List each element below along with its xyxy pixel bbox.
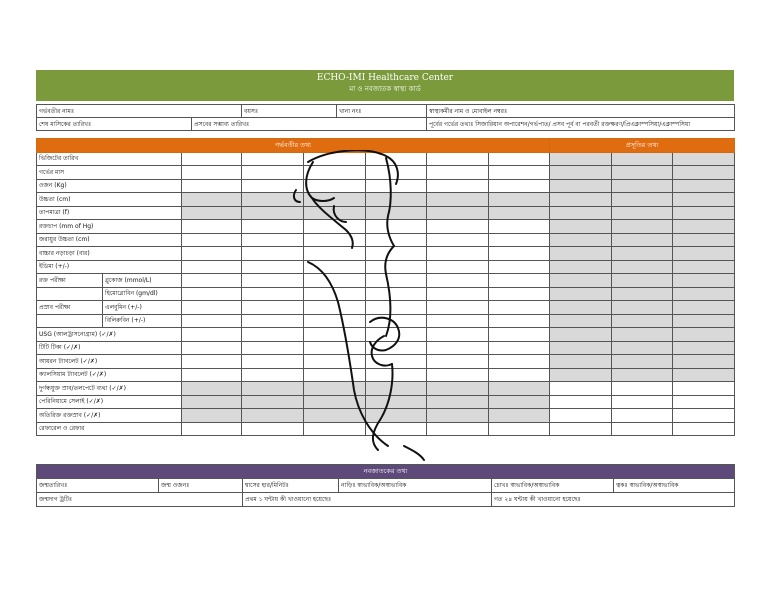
pregnancy-visit-cell[interactable]: [242, 206, 304, 220]
table-row: [37, 355, 735, 369]
pregnancy-visit-cell[interactable]: [427, 287, 489, 301]
pregnancy-visit-cell[interactable]: [489, 382, 550, 396]
pregnancy-visit-cell[interactable]: [366, 274, 427, 288]
mother-name-field[interactable]: গর্ভবতীর নামঃ: [37, 105, 242, 118]
pregnancy-visit-cell[interactable]: [427, 247, 489, 261]
pregnancy-visit-cell[interactable]: [304, 368, 366, 382]
postnatal-visit-cell[interactable]: [550, 301, 612, 315]
table-row: [37, 193, 735, 207]
house-no-field[interactable]: খানা নংঃ: [337, 105, 427, 118]
pregnancy-visit-cell[interactable]: [182, 355, 242, 369]
pregnancy-visit-cell[interactable]: [427, 152, 489, 166]
table-row: [37, 152, 735, 166]
pregnancy-visit-cell[interactable]: [304, 179, 366, 193]
table-row: [37, 247, 735, 261]
postnatal-info-header: প্রসূতির তথ্য: [550, 139, 735, 153]
postnatal-visit-cell[interactable]: [612, 355, 673, 369]
postnatal-visit-cell[interactable]: [673, 220, 735, 234]
row-sublabel: বিলিরুবিন (+/-): [103, 314, 182, 328]
pregnancy-visit-cell[interactable]: [304, 355, 366, 369]
pregnancy-visit-cell[interactable]: [366, 287, 427, 301]
pregnancy-visit-cell[interactable]: [366, 409, 427, 423]
row-sublabel: হিমোগ্লোবিন (gm/dl): [103, 287, 182, 301]
table-row: [37, 220, 735, 234]
pregnancy-visit-cell[interactable]: [489, 220, 550, 234]
pregnancy-visit-cell[interactable]: [427, 409, 489, 423]
pregnancy-visit-cell[interactable]: [304, 328, 366, 342]
pregnancy-visit-cell[interactable]: [489, 314, 550, 328]
pulse-field[interactable]: নাড়িঃ স্বাভাবিক/অস্বাভাবিক: [339, 479, 492, 493]
postnatal-visit-cell[interactable]: [612, 166, 673, 180]
postnatal-visit-cell[interactable]: [612, 328, 673, 342]
table-row: [37, 382, 735, 396]
newborn-row-2: [37, 493, 735, 507]
pregnancy-visit-cell[interactable]: [366, 220, 427, 234]
postnatal-visit-cell[interactable]: [673, 355, 735, 369]
postnatal-visit-cell[interactable]: [612, 301, 673, 315]
pregnancy-visit-cell[interactable]: [304, 220, 366, 234]
postnatal-visit-cell[interactable]: [612, 314, 673, 328]
row-label: তাপমাত্রা (f): [37, 206, 182, 220]
postnatal-visit-cell[interactable]: [673, 328, 735, 342]
pregnancy-visit-cell[interactable]: [427, 368, 489, 382]
pregnancy-visit-cell[interactable]: [304, 409, 366, 423]
pregnancy-info-header: গর্ভবতীর তথ্য: [37, 139, 550, 153]
postnatal-visit-cell[interactable]: [612, 179, 673, 193]
pregnancy-visit-cell[interactable]: [366, 341, 427, 355]
pregnancy-visit-cell[interactable]: [242, 247, 304, 261]
pregnancy-visit-cell[interactable]: [182, 247, 242, 261]
pregnancy-visit-cell[interactable]: [242, 301, 304, 315]
pregnancy-visit-cell[interactable]: [182, 152, 242, 166]
table-row: [37, 206, 735, 220]
pregnancy-visit-cell[interactable]: [427, 341, 489, 355]
age-field[interactable]: বয়সঃ: [242, 105, 337, 118]
postnatal-visit-cell[interactable]: [673, 247, 735, 261]
postnatal-visit-cell[interactable]: [612, 247, 673, 261]
table-row: [37, 328, 735, 342]
postnatal-visit-cell[interactable]: [673, 287, 735, 301]
pregnancy-visit-cell[interactable]: [242, 355, 304, 369]
pregnancy-visit-cell[interactable]: [242, 409, 304, 423]
pregnancy-visit-cell[interactable]: [427, 179, 489, 193]
postnatal-visit-cell[interactable]: [550, 179, 612, 193]
postnatal-visit-cell[interactable]: [550, 193, 612, 207]
postnatal-visit-cell[interactable]: [550, 422, 612, 436]
postnatal-visit-cell[interactable]: [550, 314, 612, 328]
pregnancy-visit-cell[interactable]: [366, 368, 427, 382]
dob-field[interactable]: জন্মতারিখঃ: [37, 479, 159, 493]
pregnancy-visit-cell[interactable]: [242, 166, 304, 180]
pregnancy-visit-cell[interactable]: [304, 341, 366, 355]
card-subtitle: মা ও নবজাতক স্বাস্থ্য কার্ড: [349, 85, 421, 93]
postnatal-visit-cell[interactable]: [550, 152, 612, 166]
pregnancy-visit-cell[interactable]: [366, 328, 427, 342]
pregnancy-visit-cell[interactable]: [182, 287, 242, 301]
pregnancy-visit-cell[interactable]: [182, 382, 242, 396]
table-row: [37, 301, 735, 315]
row-label: ভিজিটের তারিখ: [37, 152, 182, 166]
pregnancy-visit-cell[interactable]: [182, 166, 242, 180]
pregnancy-visit-cell[interactable]: [489, 341, 550, 355]
mother-info-table: [36, 104, 735, 131]
postnatal-visit-cell[interactable]: [550, 220, 612, 234]
pregnancy-visit-cell[interactable]: [427, 328, 489, 342]
pregnancy-visit-cell[interactable]: [489, 247, 550, 261]
row-label: রক্ত পরীক্ষা: [37, 274, 103, 288]
postnatal-visit-cell[interactable]: [612, 274, 673, 288]
table-row: [37, 368, 735, 382]
table-row: [37, 409, 735, 423]
pregnancy-visit-cell[interactable]: [427, 193, 489, 207]
pregnancy-visit-cell[interactable]: [427, 233, 489, 247]
newborn-info-header: নবজাতকের তথ্য: [37, 465, 735, 479]
pregnancy-visit-cell[interactable]: [427, 422, 489, 436]
table-row: [37, 166, 735, 180]
pregnancy-visit-cell[interactable]: [304, 395, 366, 409]
pregnancy-visit-cell[interactable]: [489, 166, 550, 180]
pregnancy-visit-cell[interactable]: [427, 301, 489, 315]
postnatal-visit-cell[interactable]: [673, 260, 735, 274]
pregnancy-visit-cell[interactable]: [182, 368, 242, 382]
row-label: ওজন (Kg): [37, 179, 182, 193]
row-label: আয়রন ট্যাবলেট (✓/✗): [37, 355, 182, 369]
pregnancy-visit-cell[interactable]: [242, 260, 304, 274]
pregnancy-visit-cell[interactable]: [242, 220, 304, 234]
pregnancy-visit-cell[interactable]: [489, 260, 550, 274]
pregnancy-visit-cell[interactable]: [304, 206, 366, 220]
row-label: ইডিমা (+/-): [37, 260, 182, 274]
pregnancy-visit-cell[interactable]: [182, 314, 242, 328]
postnatal-visit-cell[interactable]: [673, 274, 735, 288]
pregnancy-visit-cell[interactable]: [242, 193, 304, 207]
postnatal-visit-cell[interactable]: [673, 193, 735, 207]
table-row: [37, 287, 735, 301]
pregnancy-visit-cell[interactable]: [304, 287, 366, 301]
row-label: অতিরিক্ত রক্তস্রাব (✓/✗): [37, 409, 182, 423]
postnatal-visit-cell[interactable]: [612, 395, 673, 409]
postnatal-visit-cell[interactable]: [612, 382, 673, 396]
newborn-table: [36, 464, 735, 507]
pregnancy-visit-cell[interactable]: [489, 328, 550, 342]
pregnancy-visit-cell[interactable]: [182, 206, 242, 220]
postnatal-visit-cell[interactable]: [550, 368, 612, 382]
pregnancy-visit-cell[interactable]: [242, 341, 304, 355]
postnatal-visit-cell[interactable]: [612, 341, 673, 355]
pregnancy-visit-cell[interactable]: [242, 328, 304, 342]
pregnancy-visit-cell[interactable]: [366, 206, 427, 220]
pregnancy-visit-cell[interactable]: [427, 395, 489, 409]
postnatal-visit-cell[interactable]: [550, 260, 612, 274]
pregnancy-visit-cell[interactable]: [427, 382, 489, 396]
pregnancy-visit-cell[interactable]: [366, 152, 427, 166]
postnatal-visit-cell[interactable]: [550, 409, 612, 423]
pregnancy-visit-cell[interactable]: [489, 395, 550, 409]
postnatal-visit-cell[interactable]: [550, 355, 612, 369]
pregnancy-visit-cell[interactable]: [489, 233, 550, 247]
postnatal-visit-cell[interactable]: [612, 409, 673, 423]
row-label: পেরিনিয়ামে সেলাই (✓/✗): [37, 395, 182, 409]
center-title: ECHO-IMI Healthcare Center: [316, 73, 454, 83]
pregnancy-visit-cell[interactable]: [242, 179, 304, 193]
row-label: প্রস্রাব পরীক্ষা: [37, 301, 103, 315]
card-header: [36, 70, 734, 101]
pregnancy-visit-cell[interactable]: [489, 422, 550, 436]
postnatal-visit-cell[interactable]: [550, 166, 612, 180]
pregnancy-visit-cell[interactable]: [242, 287, 304, 301]
pregnancy-visit-cell[interactable]: [182, 301, 242, 315]
table-row: [37, 274, 735, 288]
pregnancy-visit-cell[interactable]: [242, 422, 304, 436]
row-sublabel: গ্লুকোজ (mmol/L): [103, 274, 182, 288]
pregnancy-visit-cell[interactable]: [182, 422, 242, 436]
table-row: [37, 395, 735, 409]
row-label: জরায়ুর উচ্চতা (cm): [37, 233, 182, 247]
pregnancy-visit-cell[interactable]: [366, 355, 427, 369]
skin-field[interactable]: ত্বকঃ স্বাভাবিক/অস্বাভাবিক: [614, 479, 735, 493]
table-row: [37, 179, 735, 193]
postnatal-visit-cell[interactable]: [612, 260, 673, 274]
pregnancy-visit-cell[interactable]: [242, 274, 304, 288]
postnatal-visit-cell[interactable]: [673, 368, 735, 382]
pregnancy-visit-cell[interactable]: [182, 328, 242, 342]
section-header-row: [37, 139, 735, 153]
postnatal-visit-cell[interactable]: [673, 152, 735, 166]
table-row: [37, 341, 735, 355]
postnatal-visit-cell[interactable]: [673, 314, 735, 328]
postnatal-visit-cell[interactable]: [550, 328, 612, 342]
pregnancy-visit-cell[interactable]: [366, 314, 427, 328]
row-label: [37, 314, 103, 328]
postnatal-visit-cell[interactable]: [673, 233, 735, 247]
row-label: উচ্চতা (cm): [37, 193, 182, 207]
pregnancy-visit-cell[interactable]: [182, 233, 242, 247]
row-label: [37, 287, 103, 301]
pregnancy-visit-cell[interactable]: [489, 301, 550, 315]
postnatal-visit-cell[interactable]: [550, 382, 612, 396]
postnatal-visit-cell[interactable]: [550, 206, 612, 220]
postnatal-visit-cell[interactable]: [612, 368, 673, 382]
row-label: রক্তচাপ (mm of Hg): [37, 220, 182, 234]
postnatal-visit-cell[interactable]: [550, 233, 612, 247]
pregnancy-visit-cell[interactable]: [182, 260, 242, 274]
postnatal-visit-cell[interactable]: [550, 287, 612, 301]
pregnancy-visit-cell[interactable]: [304, 274, 366, 288]
pregnancy-visit-cell[interactable]: [489, 409, 550, 423]
pregnancy-visit-cell[interactable]: [366, 395, 427, 409]
last-day-feed-field[interactable]: গত ২৪ ঘন্টায় কী খাওয়ানো হয়েছেঃ: [492, 493, 735, 507]
history-field[interactable]: পূর্বের গর্ভের তথ্যঃ সিজারিয়ান অপারেশন/গর্ভপাত/ প্রসব পূর্ব বা পরবর্তী রক্তক্ষরণ/প্রিএক্লাম্পসিয়া/এক্লাম্পসিয়া: [427, 118, 735, 131]
postnatal-visit-cell[interactable]: [673, 179, 735, 193]
pregnancy-visit-cell[interactable]: [366, 233, 427, 247]
row-label: বাচ্চার নড়াচড়া (বার): [37, 247, 182, 261]
breathing-rate-field[interactable]: শ্বাসের হার/মিনিটঃ: [243, 479, 339, 493]
pregnancy-visit-cell[interactable]: [489, 368, 550, 382]
postnatal-visit-cell[interactable]: [550, 341, 612, 355]
pregnancy-visit-cell[interactable]: [182, 179, 242, 193]
postnatal-visit-cell[interactable]: [612, 193, 673, 207]
postnatal-visit-cell[interactable]: [673, 166, 735, 180]
pregnancy-visit-cell[interactable]: [242, 368, 304, 382]
postnatal-visit-cell[interactable]: [550, 247, 612, 261]
pregnancy-visit-cell[interactable]: [304, 314, 366, 328]
pregnancy-visit-cell[interactable]: [304, 233, 366, 247]
pregnancy-visit-cell[interactable]: [366, 193, 427, 207]
row-label: USG (আলট্রাসনোগ্রাম) (✓/✗): [37, 328, 182, 342]
postnatal-visit-cell[interactable]: [612, 220, 673, 234]
postnatal-visit-cell[interactable]: [612, 287, 673, 301]
pregnancy-visit-cell[interactable]: [304, 166, 366, 180]
row-label: টিটি টিকা (✓/✗): [37, 341, 182, 355]
pregnancy-visit-cell[interactable]: [304, 260, 366, 274]
info-row-2: [37, 118, 735, 131]
pregnancy-visit-cell[interactable]: [366, 179, 427, 193]
row-label: দুর্গন্ধযুক্ত স্রাব/তলপেটে ব্যথা (✓/✗): [37, 382, 182, 396]
table-row: [37, 260, 735, 274]
first-hour-feed-field[interactable]: প্রথম ১ ঘন্টায় কী খাওয়ানো হয়েছেঃ: [243, 493, 492, 507]
pregnancy-visit-cell[interactable]: [242, 233, 304, 247]
postnatal-visit-cell[interactable]: [612, 233, 673, 247]
edd-field[interactable]: প্রসবের সম্ভাব্য তারিখঃ: [192, 118, 427, 131]
pregnancy-visit-cell[interactable]: [182, 193, 242, 207]
postnatal-visit-cell[interactable]: [673, 301, 735, 315]
pregnancy-visit-cell[interactable]: [427, 355, 489, 369]
visit-record-table: [36, 138, 735, 436]
pregnancy-visit-cell[interactable]: [182, 220, 242, 234]
pregnancy-visit-cell[interactable]: [366, 247, 427, 261]
postnatal-visit-cell[interactable]: [550, 395, 612, 409]
pregnancy-visit-cell[interactable]: [427, 166, 489, 180]
pregnancy-visit-cell[interactable]: [366, 260, 427, 274]
birth-weight-field[interactable]: জন্ম ওজনঃ: [159, 479, 243, 493]
postnatal-visit-cell[interactable]: [673, 422, 735, 436]
pregnancy-visit-cell[interactable]: [182, 274, 242, 288]
pregnancy-visit-cell[interactable]: [366, 422, 427, 436]
pregnancy-visit-cell[interactable]: [427, 314, 489, 328]
pregnancy-visit-cell[interactable]: [427, 206, 489, 220]
row-label: ক্যালসিয়াম ট্যাবলেট (✓/✗): [37, 368, 182, 382]
eyes-field[interactable]: চোখঃ স্বাভাবিক/অস্বাভাবিক: [492, 479, 614, 493]
table-row: [37, 233, 735, 247]
postnatal-visit-cell[interactable]: [673, 409, 735, 423]
pregnancy-visit-cell[interactable]: [304, 152, 366, 166]
pregnancy-visit-cell[interactable]: [242, 152, 304, 166]
pregnancy-visit-cell[interactable]: [489, 152, 550, 166]
pregnancy-visit-cell[interactable]: [427, 260, 489, 274]
pregnancy-visit-cell[interactable]: [489, 274, 550, 288]
postnatal-visit-cell[interactable]: [612, 206, 673, 220]
pregnancy-visit-cell[interactable]: [427, 220, 489, 234]
pregnancy-visit-cell[interactable]: [489, 206, 550, 220]
table-row: [37, 422, 735, 436]
pregnancy-visit-cell[interactable]: [242, 382, 304, 396]
pregnancy-visit-cell[interactable]: [304, 422, 366, 436]
pregnancy-visit-cell[interactable]: [304, 247, 366, 261]
postnatal-visit-cell[interactable]: [550, 274, 612, 288]
pregnancy-visit-cell[interactable]: [427, 274, 489, 288]
postnatal-visit-cell[interactable]: [673, 341, 735, 355]
row-label: রেফারেল ও রেফার: [37, 422, 182, 436]
pregnancy-visit-cell[interactable]: [304, 382, 366, 396]
table-row: [37, 314, 735, 328]
pregnancy-visit-cell[interactable]: [242, 395, 304, 409]
birthmark-field[interactable]: জন্মদাগ ট্রটিঃ: [37, 493, 243, 507]
pregnancy-visit-cell[interactable]: [242, 314, 304, 328]
pregnancy-visit-cell[interactable]: [304, 193, 366, 207]
postnatal-visit-cell[interactable]: [673, 395, 735, 409]
pregnancy-visit-cell[interactable]: [489, 287, 550, 301]
pregnancy-visit-cell[interactable]: [489, 193, 550, 207]
info-row-1: [37, 105, 735, 118]
pregnancy-visit-cell[interactable]: [182, 395, 242, 409]
pregnancy-visit-cell[interactable]: [182, 341, 242, 355]
pregnancy-visit-cell[interactable]: [366, 301, 427, 315]
postnatal-visit-cell[interactable]: [612, 152, 673, 166]
pregnancy-visit-cell[interactable]: [366, 382, 427, 396]
pregnancy-visit-cell[interactable]: [366, 166, 427, 180]
pregnancy-visit-cell[interactable]: [489, 355, 550, 369]
postnatal-visit-cell[interactable]: [673, 206, 735, 220]
postnatal-visit-cell[interactable]: [673, 382, 735, 396]
newborn-header-row: [37, 465, 735, 479]
pregnancy-visit-cell[interactable]: [182, 409, 242, 423]
pregnancy-visit-cell[interactable]: [489, 179, 550, 193]
row-label: গর্ভের মাস: [37, 166, 182, 180]
postnatal-visit-cell[interactable]: [612, 422, 673, 436]
lmp-field[interactable]: শেষ মাসিকের তারিখঃ: [37, 118, 192, 131]
pregnancy-visit-cell[interactable]: [304, 301, 366, 315]
health-worker-field[interactable]: স্বাস্থ্যকর্মীর নাম ও মোবাইল নম্বরঃ: [427, 105, 735, 118]
newborn-row-1: [37, 479, 735, 493]
row-sublabel: এলবুমিন (+/-): [103, 301, 182, 315]
